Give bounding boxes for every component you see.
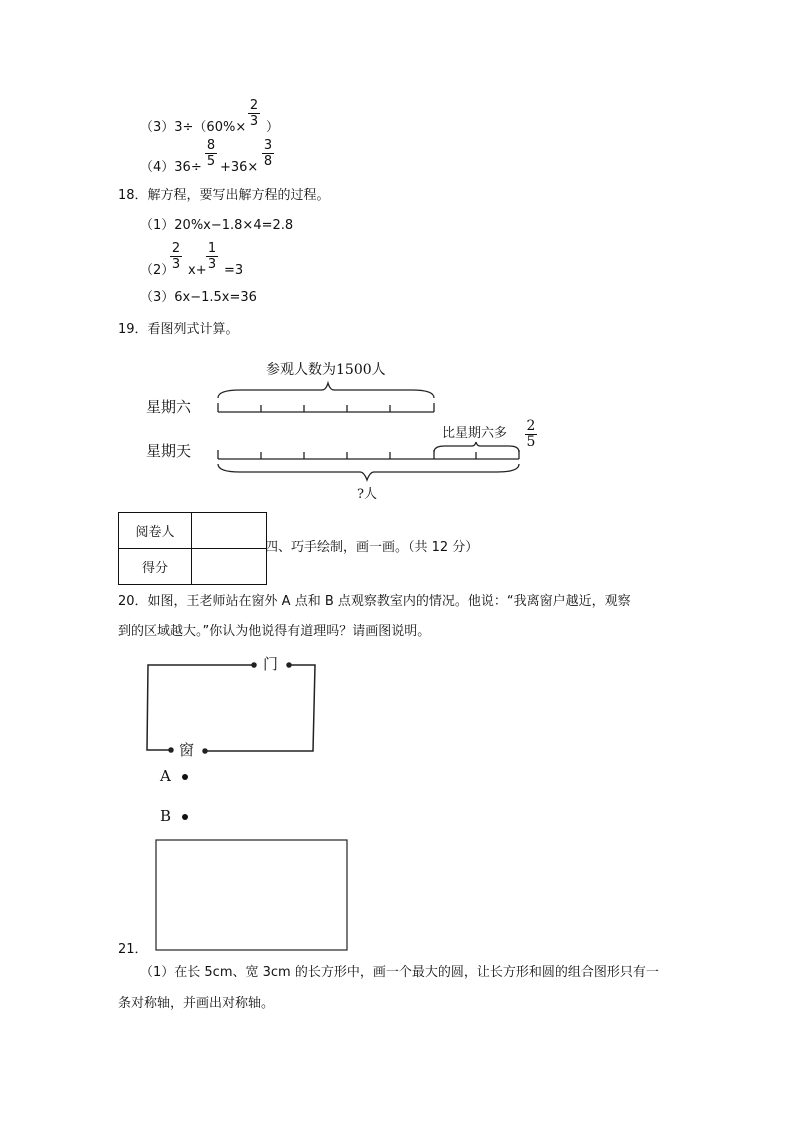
- score-label: 得分: [119, 549, 192, 585]
- q17-item4-prefix: （4）36÷: [140, 160, 202, 175]
- numerator: 3: [263, 138, 273, 153]
- row-saturday: 星期六: [146, 398, 192, 416]
- q18-item2-suffix: =3: [224, 263, 244, 278]
- section-4-heading: 四、巧手绘制，画一画。（共 12 分）: [265, 540, 479, 555]
- q20-line2: 到的区域越大。”你认为他说得有道理吗？请画图说明。: [118, 624, 431, 639]
- q18-item2-mid: x+: [188, 263, 207, 278]
- q19-title: 19．看图列式计算。: [118, 322, 239, 337]
- wall-left: [147, 665, 254, 750]
- numerator: 1: [207, 241, 217, 256]
- denominator: 5: [526, 434, 536, 450]
- door-end-dot: [287, 663, 291, 667]
- top-label: 参观人数为1500人: [266, 362, 386, 378]
- q18-item3: （3）6x−1.5x=36: [140, 290, 257, 305]
- row-sunday: 星期天: [146, 442, 192, 460]
- window-end-dot: [169, 748, 173, 752]
- denominator: 3: [171, 257, 181, 272]
- numerator: 2: [171, 241, 181, 256]
- q21-line2: 条对称轴，并画出对称轴。: [118, 996, 275, 1011]
- q18-title: 18．解方程，要写出解方程的过程。: [118, 188, 330, 203]
- point-b-label: B: [160, 807, 172, 825]
- point-a-dot: [182, 774, 188, 780]
- q17-item3-suffix: ）: [266, 120, 280, 135]
- point-a-label: A: [160, 767, 171, 785]
- wall-right: [205, 665, 315, 751]
- bottom-label: ?人: [357, 487, 377, 502]
- door-end-dot: [252, 663, 256, 667]
- numerator: 2: [249, 98, 259, 113]
- q18-item2-prefix: （2）: [140, 263, 175, 278]
- q17-item4-mid: +36×: [220, 160, 259, 175]
- numerator: 2: [526, 418, 536, 434]
- q18-item1: （1）20%x−1.8×4=2.8: [140, 218, 294, 233]
- q20-line1: 20．如图，王老师站在窗外 A 点和 B 点观察教室内的情况。他说：“我离窗户越近，观察: [118, 594, 631, 609]
- more-label: 比星期六多: [442, 426, 508, 441]
- q17-item3-prefix: （3）3÷（60%×: [140, 120, 247, 135]
- reviewer-label: 阅卷人: [119, 513, 192, 549]
- point-b-dot: [182, 814, 188, 820]
- denominator: 8: [263, 154, 273, 169]
- denominator: 3: [207, 257, 217, 272]
- denominator: 5: [206, 154, 216, 169]
- denominator: 3: [249, 114, 259, 129]
- q21-line1: （1）在长 5cm、宽 3cm 的长方形中，画一个最大的圆，让长方形和圆的组合图形只有一: [140, 965, 659, 980]
- q21-number: 21．: [118, 942, 148, 957]
- window-label: 窗: [179, 741, 195, 759]
- door-label: 门: [263, 655, 279, 673]
- window-end-dot: [203, 749, 207, 753]
- rectangle-5x3: [156, 840, 347, 950]
- numerator: 8: [206, 138, 216, 153]
